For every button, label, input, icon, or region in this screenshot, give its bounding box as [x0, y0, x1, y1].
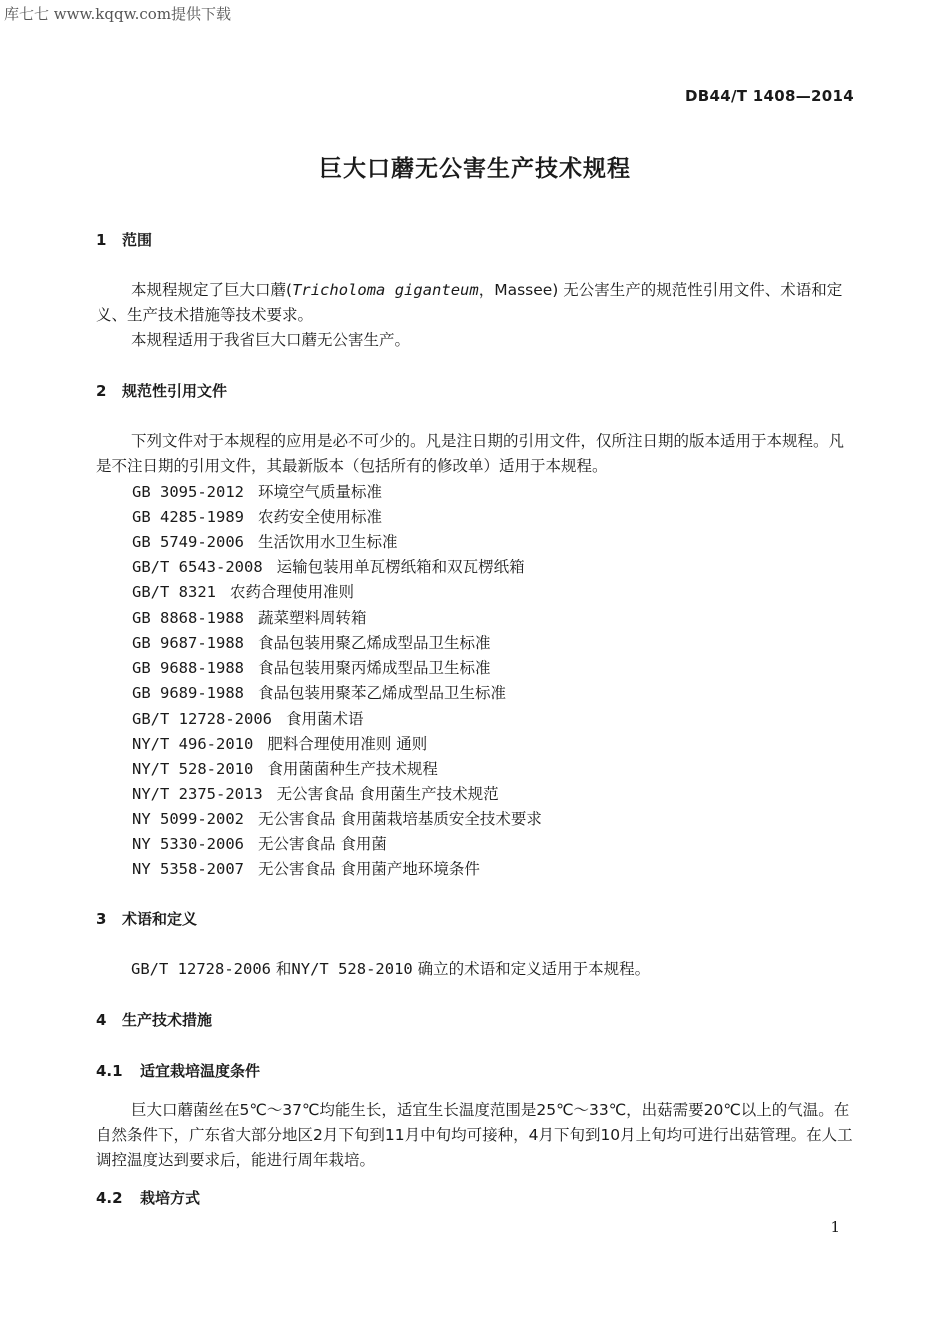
- terms-paragraph: [131, 957, 856, 982]
- subsection-title: 栽培方式: [140, 1189, 201, 1207]
- subsection-title: 适宜栽培温度条件: [140, 1062, 261, 1080]
- reference-code: GB 8868-1988: [132, 609, 244, 627]
- reference-title: 蔬菜塑料周转箱: [257, 609, 367, 627]
- reference-title: 生活饮用水卫生标准: [257, 533, 398, 551]
- section-heading-terms: [96, 908, 197, 929]
- reference-title: 肥料合理使用准则 通则: [267, 735, 428, 753]
- section-heading-normative: [96, 380, 227, 401]
- terms-code-2: NY/T 528-2010: [291, 960, 413, 978]
- reference-item: [132, 606, 367, 628]
- reference-code: NY 5358-2007: [132, 860, 244, 878]
- section-number: 4: [96, 1011, 107, 1029]
- reference-item: [132, 732, 427, 754]
- reference-item: [132, 480, 382, 502]
- reference-item: [132, 782, 499, 804]
- reference-title: 农药安全使用标准: [257, 508, 382, 526]
- terms-text-after: 确立的术语和定义适用于本规程。: [412, 960, 651, 978]
- standard-code: DB44/T 1408—2014: [685, 87, 854, 105]
- reference-code: NY/T 2375-2013: [132, 785, 263, 803]
- reference-code: GB 9689-1988: [132, 684, 244, 702]
- watermark: 库七七 www.kqqw.com提供下载: [4, 5, 232, 23]
- reference-title: 农药合理使用准则: [230, 583, 355, 601]
- reference-code: NY 5099-2002: [132, 810, 244, 828]
- reference-title: 食品包装用聚丙烯成型品卫生标准: [257, 659, 491, 677]
- reference-item: [132, 707, 364, 729]
- reference-code: GB/T 12728-2006: [132, 710, 272, 728]
- reference-item: [132, 681, 506, 703]
- section-number: 3: [96, 910, 107, 928]
- reference-code: GB 9688-1988: [132, 659, 244, 677]
- scope-paragraph-2: 本规程适用于我省巨大口蘑无公害生产。: [131, 331, 411, 349]
- species-name: Tricholoma giganteum: [292, 281, 479, 299]
- reference-item: [132, 807, 542, 829]
- reference-title: 食品包装用聚乙烯成型品卫生标准: [257, 634, 491, 652]
- scope-text-after: ，Massee) 无公害生产的规范性引用文件、术语和定义、生产技术措施等技术要求。: [96, 281, 843, 324]
- reference-code: NY/T 528-2010: [132, 760, 254, 778]
- reference-title: 食用菌菌种生产技术规程: [267, 760, 438, 778]
- section-number: 1: [96, 231, 107, 249]
- section-title: 范围: [122, 231, 153, 249]
- reference-code: NY/T 496-2010: [132, 735, 254, 753]
- terms-text-mid: 和: [270, 960, 292, 978]
- reference-code: GB/T 6543-2008: [132, 558, 263, 576]
- temperature-paragraph: 巨大口蘑菌丝在5℃～37℃均能生长，适宜生长温度范围是25℃～33℃，出菇需要20℃以上的气温。在自然条件下，广东省大部分地区2月下旬到11月中旬均可接种，4月下旬到10月上旬均可进行出菇管理。在人工调控温度达到要求后，能进行周年栽培。: [96, 1101, 853, 1169]
- reference-title: 无公害食品 食用菌: [257, 835, 387, 853]
- reference-title: 无公害食品 食用菌产地环境条件: [257, 860, 480, 878]
- reference-item: [132, 555, 525, 577]
- reference-item: [132, 757, 438, 779]
- reference-title: 食用菌术语: [285, 710, 364, 728]
- reference-item: [132, 505, 382, 527]
- reference-item: [132, 580, 354, 602]
- section-heading-scope: [96, 229, 152, 250]
- section-number: 2: [96, 382, 107, 400]
- scope-paragraph-1: [96, 278, 856, 328]
- reference-code: GB 4285-1989: [132, 508, 244, 526]
- section-title: 术语和定义: [122, 910, 198, 928]
- reference-title: 环境空气质量标准: [257, 483, 382, 501]
- reference-title: 食品包装用聚苯乙烯成型品卫生标准: [257, 684, 506, 702]
- reference-code: NY 5330-2006: [132, 835, 244, 853]
- normative-intro: 下列文件对于本规程的应用是必不可少的。凡是注日期的引用文件，仅所注日期的版本适用于本规程。凡是不注日期的引用文件，其最新版本（包括所有的修改单）适用于本规程。: [96, 432, 845, 475]
- reference-item: [132, 857, 480, 879]
- document-title: 巨大口蘑无公害生产技术规程: [319, 156, 631, 182]
- subsection-number: 4.1: [96, 1062, 123, 1080]
- reference-title: 运输包装用单瓦楞纸箱和双瓦楞纸箱: [276, 558, 525, 576]
- subsection-number: 4.2: [96, 1189, 123, 1207]
- subsection-heading-cultivation: [96, 1187, 200, 1208]
- scope-text-before: 本规程规定了巨大口蘑(: [131, 281, 293, 299]
- page-number: 1: [830, 1218, 840, 1236]
- reference-item: [132, 530, 398, 552]
- reference-code: GB 9687-1988: [132, 634, 244, 652]
- section-title: 规范性引用文件: [122, 382, 228, 400]
- reference-item: [132, 656, 491, 678]
- section-title: 生产技术措施: [122, 1011, 213, 1029]
- reference-code: GB 5749-2006: [132, 533, 244, 551]
- reference-title: 无公害食品 食用菌生产技术规范: [276, 785, 499, 803]
- subsection-heading-temperature: [96, 1060, 260, 1081]
- reference-item: [132, 631, 491, 653]
- terms-code-1: GB/T 12728-2006: [131, 960, 271, 978]
- reference-code: GB/T 8321: [132, 583, 216, 601]
- reference-code: GB 3095-2012: [132, 483, 244, 501]
- section-heading-production: [96, 1009, 212, 1030]
- reference-item: [132, 832, 387, 854]
- reference-title: 无公害食品 食用菌栽培基质安全技术要求: [257, 810, 542, 828]
